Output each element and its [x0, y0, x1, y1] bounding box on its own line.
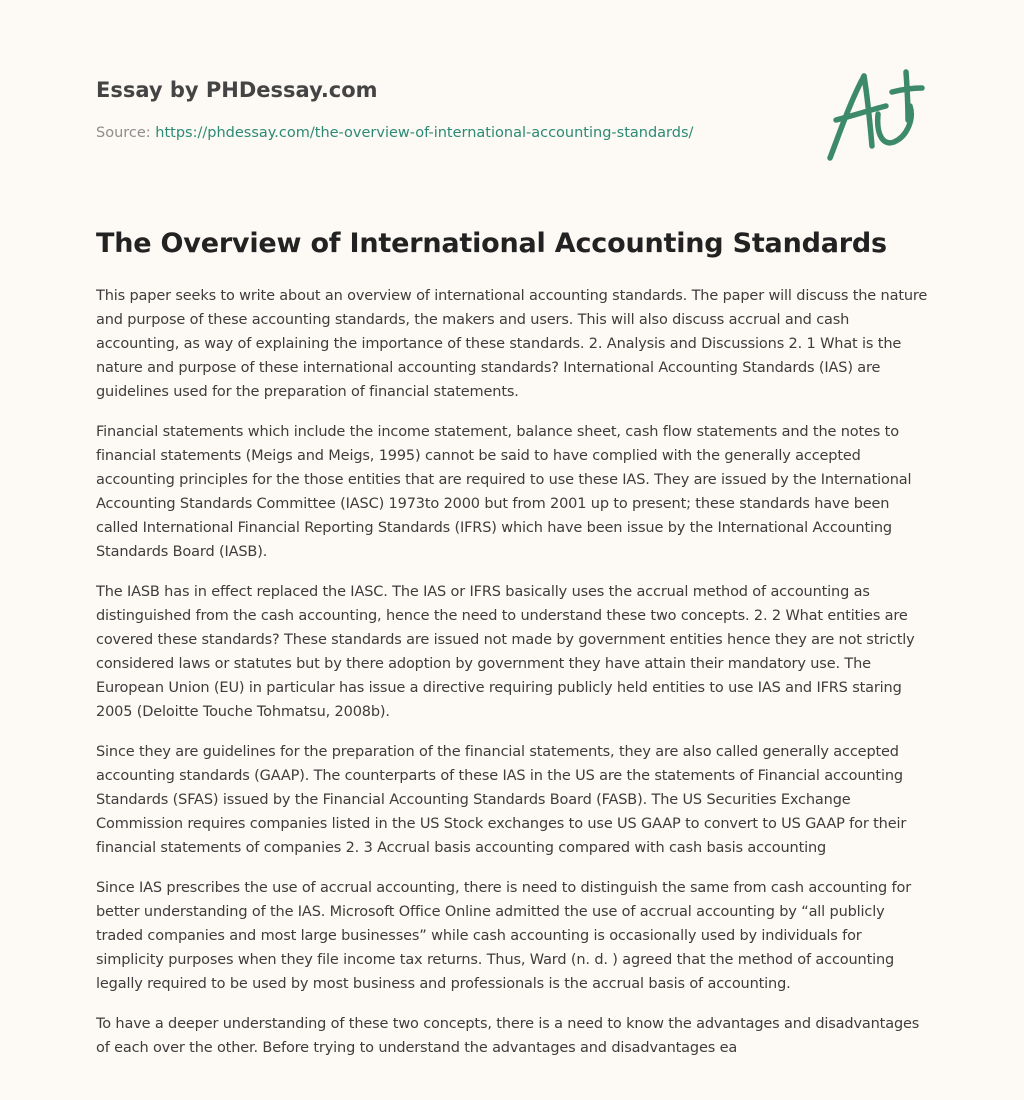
essay-paragraph: Since IAS prescribes the use of accrual accounting, there is need to distinguish the same from cash accounting for better understanding of the IAS. Microsoft Office Online admitted the use of accrual accounting by “all publicly traded companies and most large businesses” while cash accounting is occasionally used by individuals for simplicity purposes when they file income tax returns. Thus, Ward (n. d. ) agreed that the method of accounting legally required to be used by most business and professionals is the accrual basis of accounting. — [96, 880, 912, 992]
essay-title: The Overview of International Accounting Standards — [96, 228, 887, 259]
source-line — [96, 123, 693, 143]
source-link[interactable]: https://phdessay.com/the-overview-of-international-accounting-standards/ — [155, 125, 694, 141]
a-plus-icon — [822, 66, 928, 166]
site-title: Essay by PHDessay.com — [96, 78, 378, 102]
essay-paragraph: The IASB has in effect replaced the IASC. The IAS or IFRS basically uses the accrual method of accounting as distinguished from the cash accounting, hence the need to understand these two concepts. 2. 2 What entities are covered these standards? These standards are issued not made by government entities hence they are not strictly considered laws or statutes but by there adoption by government they have attain their mandatory use. The European Union (EU) in particular has issue a directive requiring publicly held entities to use IAS and IFRS staring 2005 (Deloitte Touche Tohmatsu, 2008b). — [96, 584, 915, 720]
essay-paragraph: To have a deeper understanding of these two concepts, there is a need to know the advantages and disadvantages of each over the other. Before trying to understand the advantages and disadvantages ea — [96, 1016, 920, 1056]
essay-body — [96, 284, 932, 1076]
essay-paragraph: Financial statements which include the income statement, balance sheet, cash flow statements and the notes to financial statements (Meigs and Meigs, 1995) cannot be said to have complied with the generally accepted accounting principles for the those entities that are required to use these IAS. They are issued by the International Accounting Standards Committee (IASC) 1973to 2000 but from 2001 up to present; these standards have been called International Financial Reporting Standards (IFRS) which have been issue by the International Accounting Standards Board (IASB). — [96, 424, 912, 560]
source-label: Source: — [96, 125, 156, 141]
essay-paragraph: Since they are guidelines for the preparation of the financial statements, they are also called generally accepted accounting standards (GAAP). The counterparts of these IAS in the US are the statements of Financial accounting Standards (SFAS) issued by the Financial Accounting Standards Board (FASB). The US Securities Exchange Commission requires companies listed in the US Stock exchanges to use US GAAP to convert to US GAAP for their financial statements of companies 2. 3 Accrual basis accounting compared with cash basis accounting — [96, 744, 907, 856]
essay-paragraph: This paper seeks to write about an overview of international accounting standards. The paper will discuss the nature and purpose of these accounting standards, the makers and users. This will also discuss accrual and cash accounting, as way of explaining the importance of these standards. 2. Analysis and Discussions 2. 1 What is the nature and purpose of these international accounting standards? International Accounting Standards (IAS) are guidelines used for the preparation of financial statements. — [96, 288, 928, 400]
